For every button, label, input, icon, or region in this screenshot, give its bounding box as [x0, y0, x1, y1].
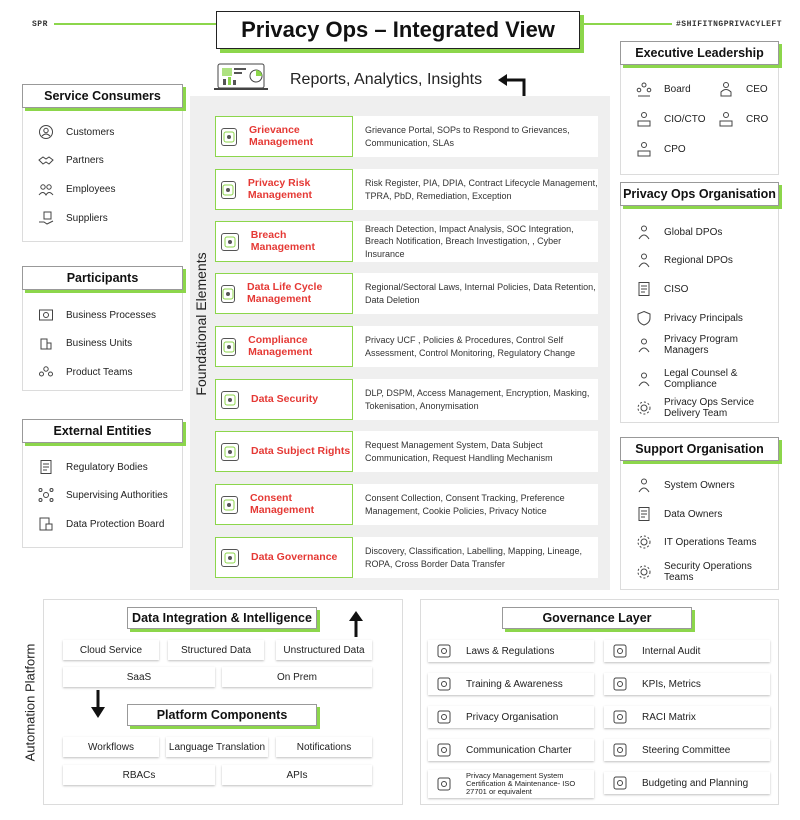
workflows-chip: Workflows: [63, 737, 159, 757]
governance-item-icon: [436, 643, 452, 659]
reports-label: Reports, Analytics, Insights: [290, 71, 483, 88]
global-dpos-item: Global DPOs: [636, 221, 774, 243]
it-operations-teams-item: IT Operations Teams: [636, 531, 774, 553]
group-icon: [38, 181, 54, 197]
consent-management-row: [215, 484, 598, 525]
data-life-cycle-management-label-box: [215, 273, 353, 314]
executive-icon: [718, 81, 734, 97]
executive-leadership-title: Executive Leadership: [620, 41, 779, 65]
governance-right-item-icon: [612, 709, 628, 725]
privacy-ops-org-title: Privacy Ops Organisation: [620, 182, 779, 206]
data-security-icon: [221, 391, 239, 409]
partners-item: Partners: [38, 152, 104, 168]
desk-person-icon: [718, 111, 734, 127]
apis-chip: APIs: [222, 765, 372, 785]
participants-title: Participants: [22, 266, 183, 290]
page-title: Privacy Ops – Integrated View: [216, 11, 580, 49]
governance-right-item-icon: [612, 643, 628, 659]
governance-layer-title: Governance Layer: [502, 607, 692, 629]
data-security-label-box: [215, 379, 353, 420]
security-operations-teams-item: Security Operations Teams: [636, 561, 774, 583]
automation-platform-label: Automation Platform: [22, 643, 38, 762]
breach-icon: [221, 233, 239, 251]
data-life-cycle-management-description: Regional/Sectoral Laws, Internal Policies, Data Retention, Data Deletion: [365, 282, 596, 305]
structured-data-chip: Structured Data: [168, 640, 264, 660]
laws-regulations-chip: Laws & Regulations: [428, 640, 594, 662]
gear-icon: [636, 564, 652, 580]
regional-dpos-item: Regional DPOs: [636, 249, 774, 271]
document-icon: [38, 459, 54, 475]
return-arrow-icon: [497, 72, 529, 98]
data-subject-icon: [221, 443, 239, 461]
governance-item-icon: [436, 676, 452, 692]
consent-management-label-box: [215, 484, 353, 525]
compliance-management-title: Compliance Management: [248, 333, 313, 358]
consent-management-description: Consent Collection, Consent Tracking, Preference Management, Cookie Policies, Privacy Notice: [365, 493, 565, 516]
customers-item: Customers: [38, 124, 114, 140]
building-icon: [38, 335, 54, 351]
breach-management-row: [215, 221, 598, 262]
communication-charter-chip: Communication Charter: [428, 739, 594, 761]
grievance-icon: [221, 128, 237, 146]
internal-audit-chip: Internal Audit: [604, 640, 770, 662]
privacy-risk-management-label-box: [215, 169, 353, 210]
privacy-principals-item: Privacy Principals: [636, 307, 774, 329]
data-protection-board-item: Data Protection Board: [38, 516, 164, 532]
person-icon: [636, 224, 652, 240]
board-document-icon: [38, 516, 54, 532]
header-rule-left: [54, 23, 216, 25]
board-item: Board: [636, 81, 691, 97]
notifications-chip: Notifications: [276, 737, 372, 757]
privacy-risk-management-row: [215, 169, 598, 210]
compliance-icon: [221, 338, 236, 356]
privacy-risk-management-description: Risk Register, PIA, DPIA, Contract Lifecycle Management, TPRA, PbD, Remediation, Exception: [365, 178, 598, 201]
governance-right-item-icon: [612, 742, 628, 758]
cio-cto-item: CIO/CTO: [636, 111, 705, 127]
team-icon: [38, 364, 54, 380]
supplier-icon: [38, 210, 54, 226]
privacy-ops-service-delivery-team-item: Privacy Ops Service Delivery Team: [636, 397, 774, 419]
consent-management-title: Consent Management: [249, 491, 315, 516]
data-security-title: Data Security: [251, 392, 319, 405]
grievance-management-row: [215, 116, 598, 157]
cloud-service-chip: Cloud Service: [63, 640, 159, 660]
data-security-description: DLP, DSPM, Access Management, Encryption, Masking, Tokenisation, Anonymisation: [365, 388, 590, 411]
data-subject-rights-row: [215, 431, 598, 472]
breach-management-description: Breach Detection, Impact Analysis, SOC Integration, Breach Notification, Breach Investigation, , Cyber Insurance: [365, 224, 574, 259]
consent-icon: [221, 496, 238, 514]
data-governance-description: Discovery, Classification, Labelling, Mapping, Lineage, ROPA, Cross Border Data Transfer: [365, 546, 582, 569]
external-entities-title: External Entities: [22, 419, 183, 443]
data-owners-item: Data Owners: [636, 503, 774, 525]
handshake-icon: [38, 152, 54, 168]
data-governance-title: Data Governance: [251, 550, 338, 563]
down-arrow-icon: [89, 690, 107, 718]
board-icon: [636, 81, 652, 97]
steering-committee-chip: Steering Committee: [604, 739, 770, 761]
dashboard-icon: [212, 62, 274, 92]
unstructured-data-chip: Unstructured Data: [276, 640, 372, 660]
system-owners-item: System Owners: [636, 474, 774, 496]
privacy-program-managers-item: Privacy Program Managers: [636, 334, 774, 356]
governance-right-item-icon: [612, 775, 628, 791]
data-governance-label-box: [215, 537, 353, 578]
ciso-item: CISO: [636, 278, 774, 300]
doc-icon: [636, 506, 652, 522]
gear-icon: [636, 400, 652, 416]
cro-item: CRO: [718, 111, 768, 127]
raci-matrix-chip: RACI Matrix: [604, 706, 770, 728]
privacy-risk-management-title: Privacy Risk Management: [247, 176, 313, 201]
customer-icon: [38, 124, 54, 140]
breach-management-title: Breach Management: [250, 228, 315, 253]
kpis-metrics-chip: KPIs, Metrics: [604, 673, 770, 695]
network-icon: [38, 487, 54, 503]
header-rule-right: [580, 23, 672, 25]
governance-item-icon: [436, 742, 452, 758]
desk-person-icon: [636, 141, 652, 157]
training-awareness-chip: Training & Awareness: [428, 673, 594, 695]
spr-tag: SPR: [32, 20, 48, 29]
grievance-management-label-box: [215, 116, 353, 157]
service-consumers-title: Service Consumers: [22, 84, 183, 108]
person-icon: [636, 252, 652, 268]
on-prem-chip: On Prem: [222, 667, 372, 687]
budgeting-and-planning-chip: Budgeting and Planning: [604, 772, 770, 794]
gear-icon: [636, 534, 652, 550]
governance-bank-icon: [221, 549, 239, 567]
lifecycle-icon: [221, 285, 235, 303]
privacy-organisation-chip: Privacy Organisation: [428, 706, 594, 728]
governance-item-icon: [436, 709, 452, 725]
data-subject-rights-title: Data Subject Rights: [251, 444, 351, 457]
up-arrow-icon: [347, 611, 365, 637]
compliance-management-label-box: [215, 326, 353, 367]
person-icon: [636, 371, 652, 387]
process-icon: [38, 307, 54, 323]
person-icon: [636, 477, 652, 493]
foundational-elements-label: Foundational Elements: [193, 252, 209, 396]
data-integration-title: Data Integration & Intelligence: [127, 607, 317, 629]
breach-management-label-box: [215, 221, 353, 262]
data-subject-rights-description: Request Management System, Data Subject Communication, Request Handling Mechanism: [365, 440, 553, 463]
product-teams-item: Product Teams: [38, 364, 133, 380]
grievance-management-description: Grievance Portal, SOPs to Respond to Grievances, Communication, SLAs: [365, 125, 570, 148]
desk-person-icon: [636, 111, 652, 127]
risk-document-icon: [221, 181, 236, 199]
data-life-cycle-management-title: Data Life Cycle Management: [247, 280, 323, 305]
supervising-authorities-item: Supervising Authorities: [38, 487, 168, 503]
data-security-row: [215, 379, 598, 420]
data-governance-row: [215, 537, 598, 578]
governance-right-item-icon: [612, 676, 628, 692]
governance-item-icon: [436, 776, 452, 792]
doc-icon: [636, 281, 652, 297]
platform-components-title: Platform Components: [127, 704, 317, 726]
regulatory-bodies-item: Regulatory Bodies: [38, 459, 148, 475]
ceo-item: CEO: [718, 81, 768, 97]
privacy-management-system-certification--chip: Privacy Management System Certification & Maintenance- ISO 27701 or equivalent: [428, 770, 594, 798]
compliance-management-row: [215, 326, 598, 367]
legal-counsel-compliance-item: Legal Counsel & Compliance: [636, 368, 774, 390]
shield-icon: [636, 310, 652, 326]
language-translation-chip: Language Translation: [166, 737, 268, 757]
support-org-title: Support Organisation: [620, 437, 779, 461]
data-life-cycle-management-row: [215, 273, 598, 314]
compliance-management-description: Privacy UCF , Policies & Procedures, Control Self Assessment, Control Monitoring, Regulatory Change: [365, 335, 576, 358]
employees-item: Employees: [38, 181, 115, 197]
grievance-management-title: Grievance Management: [248, 123, 314, 148]
data-subject-rights-label-box: [215, 431, 353, 472]
rbacs-chip: RBACs: [63, 765, 215, 785]
suppliers-item: Suppliers: [38, 210, 108, 226]
cpo-item: CPO: [636, 141, 686, 157]
business-processes-item: Business Processes: [38, 307, 156, 323]
person-icon: [636, 337, 652, 353]
hashtag: #SHIFITNGPRIVACYLEFT: [676, 20, 783, 29]
saas-chip: SaaS: [63, 667, 215, 687]
business-units-item: Business Units: [38, 335, 132, 351]
